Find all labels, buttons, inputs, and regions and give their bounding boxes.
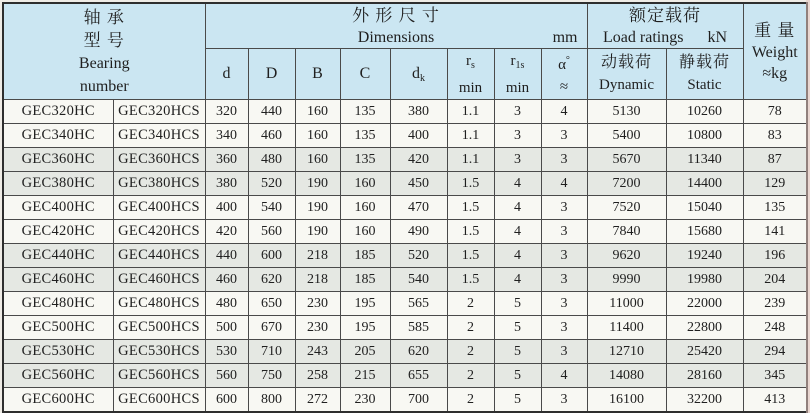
cell-static: 19980 — [666, 268, 743, 292]
table-row — [3, 244, 807, 268]
cell-static: 25420 — [666, 340, 743, 364]
cell-model_hc: GEC440HC — [3, 244, 113, 268]
cell-dynamic: 9990 — [587, 268, 666, 292]
col-header-alpha: α° ≈ — [541, 49, 587, 100]
cell-D: 600 — [248, 244, 295, 268]
cell-static: 28160 — [666, 364, 743, 388]
cell-rs_min: 2 — [447, 388, 494, 413]
cell-model_hcs: GEC530HCS — [113, 340, 205, 364]
cell-weight: 83 — [743, 124, 807, 148]
cell-dynamic: 7200 — [587, 172, 666, 196]
cell-static: 11340 — [666, 148, 743, 172]
cell-r1s_min: 3 — [494, 124, 541, 148]
cell-dk: 565 — [390, 292, 447, 316]
cell-weight: 196 — [743, 244, 807, 268]
cell-d: 360 — [205, 148, 248, 172]
cell-r1s_min: 4 — [494, 196, 541, 220]
col-header-D: D — [248, 49, 295, 100]
col-header-dynamic: 动载荷 Dynamic — [587, 49, 666, 100]
cell-dk: 400 — [390, 124, 447, 148]
cell-B: 160 — [295, 124, 340, 148]
cell-C: 195 — [340, 316, 390, 340]
cell-B: 230 — [295, 316, 340, 340]
cell-C: 185 — [340, 268, 390, 292]
cell-B: 218 — [295, 244, 340, 268]
cell-rs_min: 2 — [447, 316, 494, 340]
cell-model_hc: GEC480HC — [3, 292, 113, 316]
cell-dynamic: 5130 — [587, 100, 666, 124]
cell-model_hc: GEC320HC — [3, 100, 113, 124]
bearing-header-zh-line2: 型 号 — [83, 30, 125, 50]
cell-B: 272 — [295, 388, 340, 413]
cell-alpha: 3 — [541, 268, 587, 292]
cell-model_hc: GEC460HC — [3, 268, 113, 292]
dimensions-title-en-row — [206, 27, 587, 48]
cell-d: 420 — [205, 220, 248, 244]
cell-dk: 490 — [390, 220, 447, 244]
cell-C: 160 — [340, 196, 390, 220]
cell-d: 480 — [205, 292, 248, 316]
cell-model_hcs: GEC380HCS — [113, 172, 205, 196]
cell-C: 205 — [340, 340, 390, 364]
bearing-number-header — [3, 3, 205, 100]
dimensions-unit: mm — [552, 28, 578, 46]
table-row — [3, 220, 807, 244]
col-header-d: d — [205, 49, 248, 100]
cell-dk: 470 — [390, 196, 447, 220]
cell-r1s_min: 4 — [494, 268, 541, 292]
cell-weight: 141 — [743, 220, 807, 244]
cell-r1s_min: 5 — [494, 292, 541, 316]
cell-model_hc: GEC420HC — [3, 220, 113, 244]
cell-model_hcs: GEC360HCS — [113, 148, 205, 172]
table-row — [3, 292, 807, 316]
cell-alpha: 4 — [541, 172, 587, 196]
cell-B: 160 — [295, 100, 340, 124]
table-row — [3, 100, 807, 124]
cell-alpha: 3 — [541, 340, 587, 364]
cell-weight: 78 — [743, 100, 807, 124]
cell-B: 243 — [295, 340, 340, 364]
cell-weight: 87 — [743, 148, 807, 172]
load-ratings-title-zh: 额定载荷 — [629, 5, 701, 25]
cell-static: 19240 — [666, 244, 743, 268]
bearing-spec-table — [2, 2, 808, 413]
cell-dk: 520 — [390, 244, 447, 268]
cell-static: 10260 — [666, 100, 743, 124]
cell-C: 160 — [340, 220, 390, 244]
cell-rs_min: 1.1 — [447, 100, 494, 124]
cell-B: 258 — [295, 364, 340, 388]
weight-header — [743, 3, 807, 100]
cell-B: 218 — [295, 268, 340, 292]
cell-B: 160 — [295, 148, 340, 172]
cell-D: 540 — [248, 196, 295, 220]
cell-model_hcs: GEC480HCS — [113, 292, 205, 316]
cell-weight: 345 — [743, 364, 807, 388]
cell-weight: 129 — [743, 172, 807, 196]
bearing-header-en-line2: number — [79, 77, 129, 95]
cell-rs_min: 2 — [447, 292, 494, 316]
cell-weight: 248 — [743, 316, 807, 340]
scan-edge-artifact — [806, 0, 810, 413]
cell-B: 190 — [295, 196, 340, 220]
cell-dk: 585 — [390, 316, 447, 340]
cell-D: 710 — [248, 340, 295, 364]
cell-D: 750 — [248, 364, 295, 388]
cell-B: 190 — [295, 220, 340, 244]
cell-D: 480 — [248, 148, 295, 172]
cell-static: 14400 — [666, 172, 743, 196]
cell-dynamic: 12710 — [587, 340, 666, 364]
cell-D: 650 — [248, 292, 295, 316]
cell-model_hc: GEC360HC — [3, 148, 113, 172]
cell-model_hc: GEC400HC — [3, 196, 113, 220]
cell-r1s_min: 5 — [494, 364, 541, 388]
cell-d: 600 — [205, 388, 248, 413]
cell-rs_min: 1.5 — [447, 196, 494, 220]
cell-d: 340 — [205, 124, 248, 148]
cell-alpha: 4 — [541, 100, 587, 124]
cell-rs_min: 1.5 — [447, 220, 494, 244]
cell-weight: 413 — [743, 388, 807, 413]
cell-model_hcs: GEC400HCS — [113, 196, 205, 220]
cell-C: 135 — [340, 100, 390, 124]
load-ratings-title-en: Load ratings — [603, 28, 684, 46]
cell-dynamic: 9620 — [587, 244, 666, 268]
dimensions-header — [205, 3, 587, 49]
cell-model_hc: GEC380HC — [3, 172, 113, 196]
load-ratings-unit: kN — [707, 28, 727, 46]
cell-r1s_min: 5 — [494, 388, 541, 413]
table-row — [3, 268, 807, 292]
cell-C: 135 — [340, 124, 390, 148]
bearing-header-zh-line1: 轴 承 — [83, 7, 125, 27]
cell-dynamic: 11000 — [587, 292, 666, 316]
cell-d: 560 — [205, 364, 248, 388]
cell-r1s_min: 4 — [494, 244, 541, 268]
cell-dynamic: 7520 — [587, 196, 666, 220]
cell-model_hc: GEC560HC — [3, 364, 113, 388]
cell-model_hcs: GEC320HCS — [113, 100, 205, 124]
cell-C: 135 — [340, 148, 390, 172]
col-header-dk: $d_k$ — [390, 49, 447, 100]
table-row — [3, 148, 807, 172]
cell-r1s_min: 5 — [494, 340, 541, 364]
dimensions-title-zh: 外 形 尺 寸 — [352, 5, 440, 25]
cell-model_hc: GEC500HC — [3, 316, 113, 340]
cell-alpha: 3 — [541, 292, 587, 316]
cell-D: 620 — [248, 268, 295, 292]
cell-d: 530 — [205, 340, 248, 364]
dimensions-title-en: Dimensions — [357, 28, 435, 46]
table-row — [3, 124, 807, 148]
cell-model_hcs: GEC600HCS — [113, 388, 205, 413]
col-header-rs-min: $r_s$ min — [447, 49, 494, 100]
cell-dynamic: 14080 — [587, 364, 666, 388]
cell-d: 400 — [205, 196, 248, 220]
cell-alpha: 3 — [541, 388, 587, 413]
cell-model_hc: GEC600HC — [3, 388, 113, 413]
cell-model_hc: GEC530HC — [3, 340, 113, 364]
cell-alpha: 4 — [541, 364, 587, 388]
cell-alpha: 3 — [541, 148, 587, 172]
cell-r1s_min: 5 — [494, 316, 541, 340]
cell-weight: 294 — [743, 340, 807, 364]
load-ratings-title-en-row — [588, 27, 743, 48]
table-row — [3, 388, 807, 413]
cell-static: 15040 — [666, 196, 743, 220]
cell-model_hcs: GEC440HCS — [113, 244, 205, 268]
cell-alpha: 3 — [541, 196, 587, 220]
cell-C: 195 — [340, 292, 390, 316]
cell-rs_min: 2 — [447, 340, 494, 364]
cell-alpha: 3 — [541, 244, 587, 268]
table-row — [3, 340, 807, 364]
cell-D: 440 — [248, 100, 295, 124]
table-row — [3, 364, 807, 388]
cell-model_hcs: GEC340HCS — [113, 124, 205, 148]
cell-D: 520 — [248, 172, 295, 196]
cell-r1s_min: 4 — [494, 172, 541, 196]
cell-D: 800 — [248, 388, 295, 413]
cell-rs_min: 2 — [447, 364, 494, 388]
cell-d: 500 — [205, 316, 248, 340]
cell-rs_min: 1.5 — [447, 244, 494, 268]
cell-C: 185 — [340, 244, 390, 268]
cell-static: 32200 — [666, 388, 743, 413]
cell-model_hcs: GEC460HCS — [113, 268, 205, 292]
col-header-static: 静载荷 Static — [666, 49, 743, 100]
table-row — [3, 196, 807, 220]
cell-model_hcs: GEC500HCS — [113, 316, 205, 340]
cell-alpha: 3 — [541, 220, 587, 244]
cell-dk: 420 — [390, 148, 447, 172]
cell-static: 15680 — [666, 220, 743, 244]
cell-D: 460 — [248, 124, 295, 148]
weight-title-en: Weight — [751, 43, 798, 61]
cell-static: 22800 — [666, 316, 743, 340]
cell-dynamic: 16100 — [587, 388, 666, 413]
cell-weight: 135 — [743, 196, 807, 220]
cell-dynamic: 5400 — [587, 124, 666, 148]
cell-model_hcs: GEC420HCS — [113, 220, 205, 244]
weight-title-zh: 重 量 — [754, 20, 796, 40]
cell-static: 10800 — [666, 124, 743, 148]
cell-weight: 239 — [743, 292, 807, 316]
cell-d: 440 — [205, 244, 248, 268]
cell-rs_min: 1.1 — [447, 148, 494, 172]
cell-dynamic: 5670 — [587, 148, 666, 172]
col-header-r1s-min: $r_{1s}$ min — [494, 49, 541, 100]
table-header — [3, 3, 807, 100]
cell-dk: 450 — [390, 172, 447, 196]
cell-dk: 700 — [390, 388, 447, 413]
cell-d: 380 — [205, 172, 248, 196]
cell-static: 22000 — [666, 292, 743, 316]
col-header-C: C — [340, 49, 390, 100]
cell-d: 320 — [205, 100, 248, 124]
cell-rs_min: 1.1 — [447, 124, 494, 148]
cell-D: 670 — [248, 316, 295, 340]
cell-dynamic: 11400 — [587, 316, 666, 340]
cell-r1s_min: 4 — [494, 220, 541, 244]
cell-rs_min: 1.5 — [447, 172, 494, 196]
cell-B: 190 — [295, 172, 340, 196]
weight-unit: ≈kg — [762, 64, 788, 82]
cell-B: 230 — [295, 292, 340, 316]
cell-dynamic: 7840 — [587, 220, 666, 244]
bearing-header-en-line1: Bearing — [78, 54, 130, 72]
cell-d: 460 — [205, 268, 248, 292]
cell-C: 230 — [340, 388, 390, 413]
cell-D: 560 — [248, 220, 295, 244]
cell-dk: 540 — [390, 268, 447, 292]
cell-alpha: 3 — [541, 124, 587, 148]
table-body — [3, 100, 807, 413]
cell-dk: 620 — [390, 340, 447, 364]
cell-r1s_min: 3 — [494, 148, 541, 172]
cell-C: 215 — [340, 364, 390, 388]
cell-model_hcs: GEC560HCS — [113, 364, 205, 388]
cell-model_hc: GEC340HC — [3, 124, 113, 148]
cell-C: 160 — [340, 172, 390, 196]
cell-rs_min: 1.5 — [447, 268, 494, 292]
cell-dk: 655 — [390, 364, 447, 388]
table-row — [3, 316, 807, 340]
table-row — [3, 172, 807, 196]
load-ratings-header — [587, 3, 743, 49]
cell-alpha: 3 — [541, 316, 587, 340]
cell-dk: 380 — [390, 100, 447, 124]
col-header-B: B — [295, 49, 340, 100]
cell-r1s_min: 3 — [494, 100, 541, 124]
cell-weight: 204 — [743, 268, 807, 292]
